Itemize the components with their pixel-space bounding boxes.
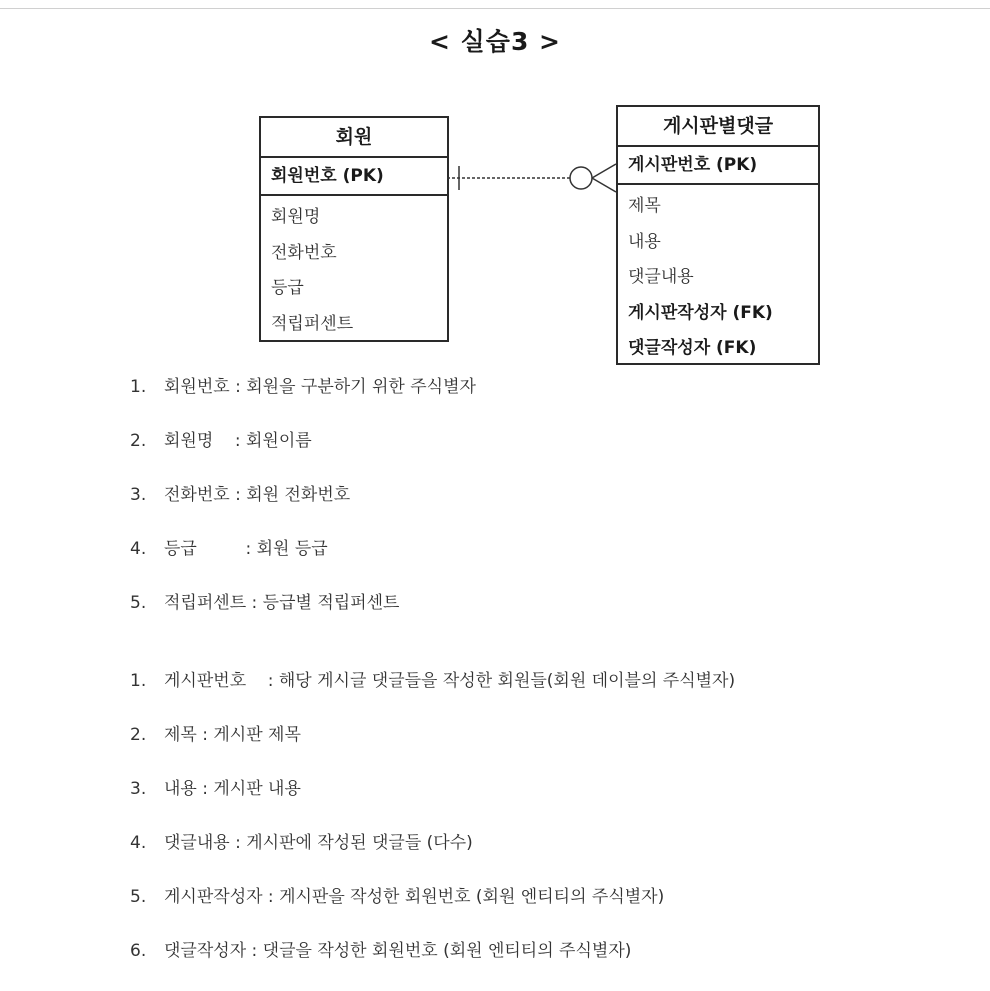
entity-board-comment-attr: 댓글내용 — [628, 267, 694, 287]
entity-member-pk: 회원번호 (PK) — [261, 158, 447, 196]
list-item — [130, 535, 476, 589]
list-item-text: 회원명 : 회원이름 — [164, 431, 312, 451]
list-item — [130, 373, 476, 427]
entity-board-comment-pk: 게시판번호 (PK) — [618, 147, 818, 185]
list-item-number: 5. — [130, 593, 147, 613]
list-item-number: 1. — [130, 377, 147, 397]
list-item-text: 회원번호 : 회원을 구분하기 위한 주식별자 — [164, 377, 476, 397]
entity-board-comment-fk: 댓글작성자 (FK) — [628, 338, 757, 358]
list-item-number: 2. — [130, 725, 147, 745]
page-title: < 실습3 > — [429, 27, 561, 56]
list-item-text: 내용 : 게시판 내용 — [164, 779, 301, 799]
list-item-number: 4. — [130, 539, 147, 559]
list-item-text: 댓글작성자 : 댓글을 작성한 회원번호 (회원 엔티티의 주식별자) — [164, 941, 632, 961]
list-item — [130, 883, 735, 937]
board-comment-attribute-descriptions — [130, 667, 735, 991]
list-item-text: 댓글내용 : 게시판에 작성된 댓글들 (다수) — [164, 833, 473, 853]
list-item-text: 게시판번호 : 해당 게시글 댓글들을 작성한 회원들(회원 데이블의 주식별자) — [164, 671, 736, 691]
entity-board-comment-fk: 게시판작성자 (FK) — [628, 302, 773, 323]
list-item — [130, 589, 476, 643]
list-item-number: 4. — [130, 833, 147, 853]
list-item-number: 3. — [130, 485, 147, 505]
cardinality-crowfoot — [592, 178, 616, 192]
list-item-text: 등급 : 회원 등급 — [164, 539, 328, 559]
entity-member-title: 회원 — [261, 118, 447, 158]
list-item — [130, 427, 476, 481]
entity-member-attr: 적립퍼센트 — [271, 313, 354, 334]
list-item-number: 6. — [130, 941, 147, 961]
list-item-text: 전화번호 : 회원 전화번호 — [164, 485, 351, 505]
entity-member-attr: 등급 — [271, 278, 304, 298]
entity-board-comment-attr: 제목 — [628, 196, 661, 216]
entity-member-attr: 회원명 — [271, 207, 321, 227]
list-item-number: 3. — [130, 779, 147, 799]
member-attribute-descriptions — [130, 373, 476, 643]
list-item — [130, 937, 735, 991]
cardinality-crowfoot — [592, 164, 616, 178]
list-item-number: 5. — [130, 887, 147, 907]
list-item-text: 제목 : 게시판 제목 — [164, 725, 301, 745]
list-item — [130, 829, 735, 883]
entity-board-comment-attr: 내용 — [628, 231, 661, 252]
list-item — [130, 667, 735, 721]
list-item-number: 2. — [130, 431, 147, 451]
list-item — [130, 775, 735, 829]
cardinality-zero-circle — [570, 167, 592, 189]
list-item-text: 적립퍼센트 : 등급별 적립퍼센트 — [164, 593, 400, 613]
entity-board-comment-title: 게시판별댓글 — [618, 107, 818, 147]
list-item-number: 1. — [130, 671, 147, 691]
list-item-text: 게시판작성자 : 게시판을 작성한 회원번호 (회원 엔티티의 주식별자) — [164, 887, 665, 907]
entity-member-attr: 전화번호 — [271, 242, 337, 263]
list-item — [130, 721, 735, 775]
list-item — [130, 481, 476, 535]
